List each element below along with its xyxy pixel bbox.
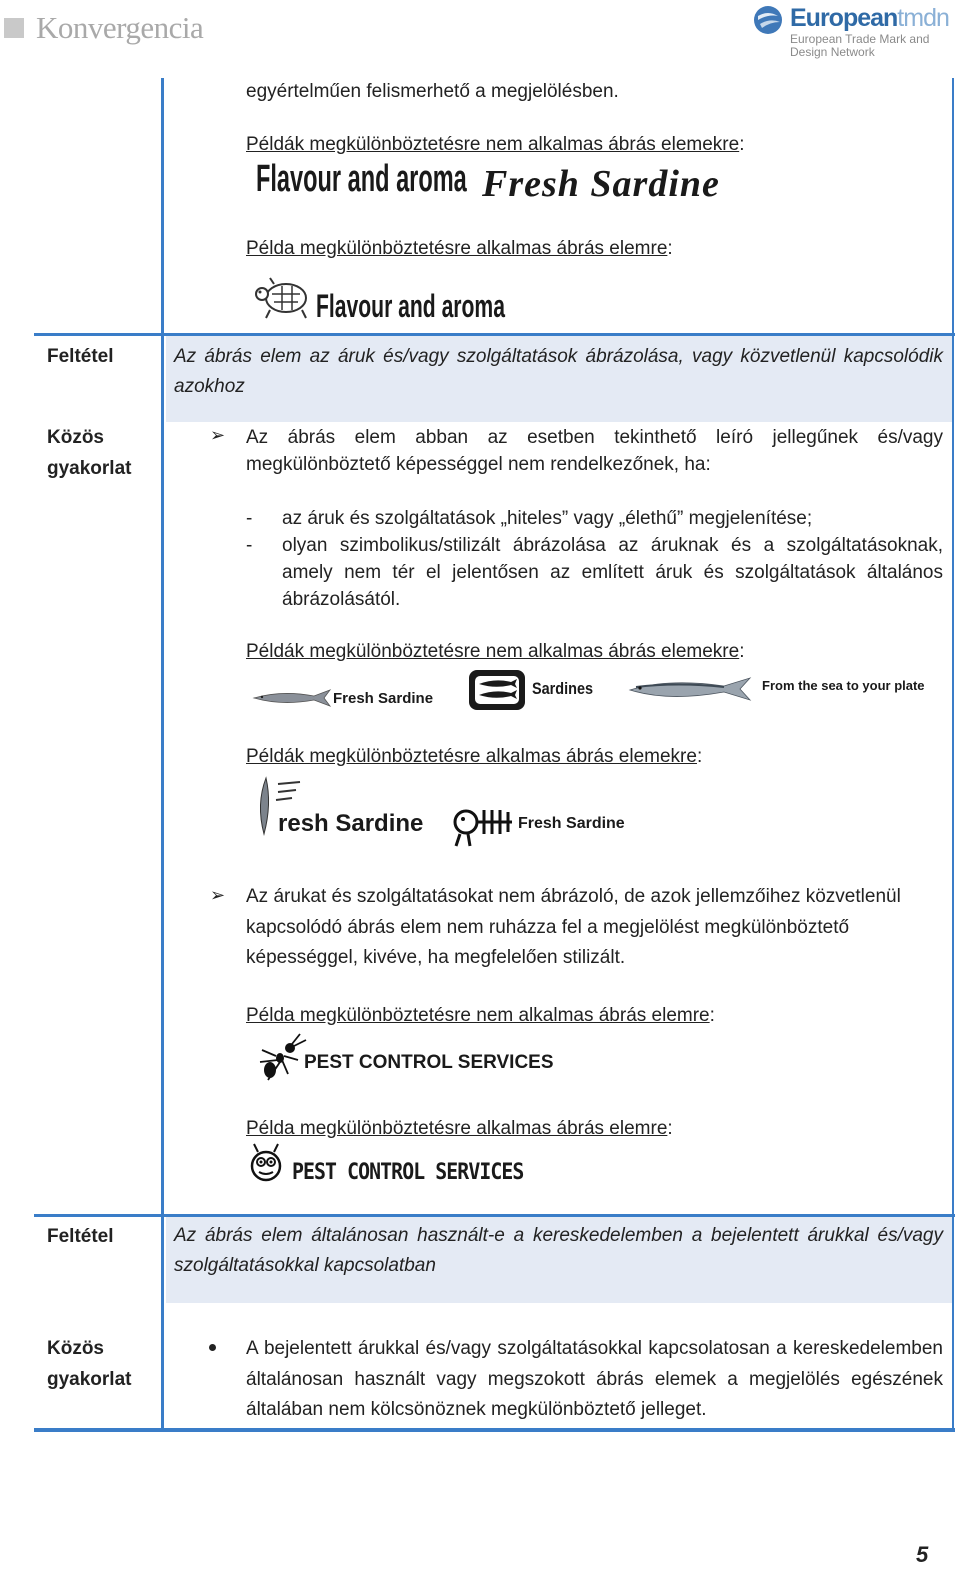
logo-flavour-aroma-plain: Flavour and aroma xyxy=(256,158,467,200)
table-right-border xyxy=(952,78,954,1430)
row2-label: Közös gyakorlat xyxy=(47,427,132,479)
page-number: 5 xyxy=(916,1542,929,1567)
heading-example-suitable: Példa megkülönböztetésre alkalmas ábrás elemre: xyxy=(246,1118,673,1139)
heading-suitable-example: Példa megkülönböztetésre alkalmas ábrás elemre: xyxy=(246,238,673,259)
logo-fresh-sardine-plain: Fresh Sardine xyxy=(333,690,434,707)
cartoon-bug-icon xyxy=(244,1142,288,1186)
logo-sardines-can: Sardines xyxy=(532,679,594,698)
logo-fresh-sardine-script: Fresh Sardine xyxy=(482,163,720,205)
row1-label: Feltétel xyxy=(47,346,114,367)
logo-pest-control-plain: PEST CONTROL SERVICES xyxy=(304,1052,554,1073)
tmdn-logo-name: Europeantmdn xyxy=(790,4,949,32)
round-bullet-icon xyxy=(209,1344,216,1351)
table-rule-2 xyxy=(34,1214,955,1217)
row3-text: Az ábrás elem általánosan használt-e a kereskedelemben a bejelentett árukkal és/vagy szolgáltatásokkal kapcsolatban xyxy=(174,1225,943,1276)
heading-example-not-suitable: Példa megkülönböztetésre nem alkalmas ábrás elemre: xyxy=(246,1005,715,1026)
turtle-icon xyxy=(252,274,316,322)
arrow-bullet-icon: ➢ xyxy=(210,425,226,445)
fish-skeleton-icon xyxy=(452,798,516,850)
ant-icon xyxy=(254,1030,310,1086)
row1-text: Az ábrás elem az áruk és/vagy szolgáltatások ábrázolása, vagy közvetlenül kapcsolódik azokhoz xyxy=(174,346,943,397)
row3-label: Feltétel xyxy=(47,1226,114,1247)
tmdn-logo-subtitle: European Trade Mark and Design Network xyxy=(790,32,930,59)
row2-bullet1: Az ábrás elem abban az esetben tekinthető leíró jellegűnek és/vagy megkülönböztető képességgel nem rendelkezőnek, ha: xyxy=(246,427,943,475)
logo-pest-control-styled: PEST CONTROL SERVICES xyxy=(292,1160,524,1185)
sardine-fish-icon xyxy=(252,688,332,708)
heading-examples-suitable: Példák megkülönböztetésre alkalmas ábrás elemekre: xyxy=(246,746,703,767)
realistic-sardine-icon xyxy=(628,676,752,702)
logo-fresh-sardine-skeleton: Fresh Sardine xyxy=(518,815,625,832)
sardine-can-icon xyxy=(467,668,527,712)
row4-label: Közös gyakorlat xyxy=(47,1338,132,1390)
table-rule-1 xyxy=(34,333,955,336)
brand-name: Konvergencia xyxy=(36,10,204,45)
logo-flavour-aroma-turtle: Flavour and aroma xyxy=(316,288,505,324)
dash-item-2: olyan szimbolikus/stilizált ábrázolása az áruknak és a szolgáltatásoknak, amely nem tér el jelentősen az említett áruk és szolgáltatások általános ábrázolásától. xyxy=(282,535,943,610)
arrow-bullet-icon: ➢ xyxy=(210,885,226,905)
table-column-divider xyxy=(161,78,164,1430)
logo-from-the-sea: From the sea to your plate xyxy=(762,678,925,693)
dash-item-1: az áruk és szolgáltatások „hiteles” vagy „élethű” megjelenítése; xyxy=(282,508,813,529)
row2-bullet2: Az árukat és szolgáltatásokat nem ábrázoló, de azok jellemzőihez közvetlenül kapcsolódó ábrás elem nem ruházza fel a megjelölést megkülönböztető képességgel, kivéve, ha megfelelően stilizált. xyxy=(246,886,901,968)
row4-bullet: A bejelentett árukkal és/vagy szolgáltatásokkal kapcsolatosan a kereskedelemben általánosan használt vagy megszokott ábrás elemek a megjelölés egészének általában nem kölcsönöznek megkülönböztető jelleget. xyxy=(246,1338,943,1420)
dash-marker-2: - xyxy=(246,535,253,556)
dash-marker-1: - xyxy=(246,508,253,529)
intro-line: egyértelműen felismerhető a megjelölésben. xyxy=(246,81,619,102)
heading-examples-not-suitable: Példák megkülönböztetésre nem alkalmas ábrás elemekre: xyxy=(246,641,745,662)
logo-resh-sardine: resh Sardine xyxy=(278,810,424,837)
table-rule-3 xyxy=(34,1428,955,1432)
brand-square-icon xyxy=(4,18,24,38)
heading-not-suitable-examples: Példák megkülönböztetésre nem alkalmas ábrás elemekre: xyxy=(246,134,745,155)
tmdn-globe-icon xyxy=(752,4,784,36)
